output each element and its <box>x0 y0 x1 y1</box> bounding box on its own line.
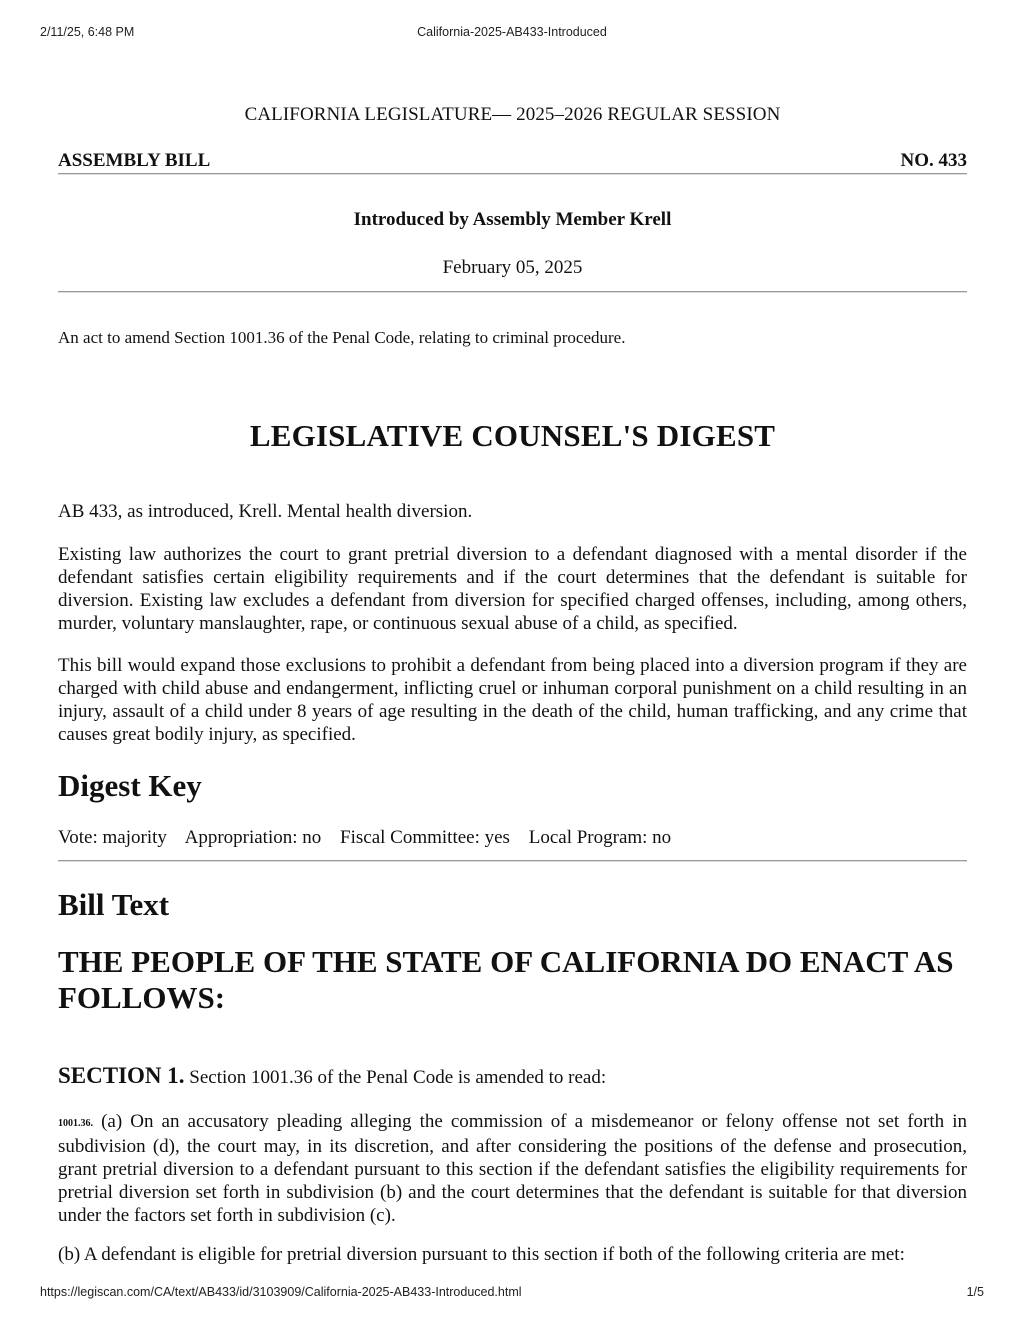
enacting-clause: THE PEOPLE OF THE STATE OF CALIFORNIA DO ENACT AS FOLLOWS: <box>58 944 954 1015</box>
bill-number: NO. 433 <box>900 150 967 171</box>
local-program-value: Local Program: no <box>528 827 672 848</box>
divider <box>58 291 967 293</box>
section-intro: Section 1001.36 of the Penal Code is amended to read: <box>189 1067 607 1088</box>
digest-heading: LEGISLATIVE COUNSEL'S DIGEST <box>249 418 776 453</box>
print-doc-title: California-2025-AB433-Introduced <box>417 25 607 39</box>
vote-value: Vote: majority <box>58 827 167 848</box>
bill-type: ASSEMBLY BILL <box>58 150 211 171</box>
fiscal-committee-value: Fiscal Committee: yes <box>340 827 510 848</box>
digest-key-values <box>58 827 967 849</box>
bill-text-heading: Bill Text <box>58 887 170 922</box>
section-1-header <box>58 1063 967 1089</box>
subdivision-a-text: (a) On an accusatory pleading alleging the commission of a misdemeanor or felony offense not set forth in subdivision (d), the court may, in its discretion, and after considering the positions of the defense and prosecution, grant pretrial diversion to a defendant pursuant to this section if the defendant satisfies the eligibility requirements for pretrial diversion set forth in subdivision (b) and the court determines that the defendant is suitable for that diversion under the factors set forth in subdivision (c). <box>58 1111 967 1226</box>
session-title: CALIFORNIA LEGISLATURE— 2025–2026 REGULAR SESSION <box>244 104 781 125</box>
digest-paragraph-this-bill: This bill would expand those exclusions to prohibit a defendant from being placed into a diversion program if they are charged with child abuse and endangerment, inflicting cruel or inhuman corporal punishment on a child resulting in an injury, assault of a child under 8 years of age resulting in the death of the child, human trafficking, and any crime that causes great bodily injury, as specified. <box>58 655 967 745</box>
subdivision-a <box>58 1110 967 1227</box>
subdivision-b: (b) A defendant is eligible for pretrial diversion pursuant to this section if both of the following criteria are met: <box>58 1244 905 1265</box>
digest-paragraph-existing-law: Existing law authorizes the court to grant pretrial diversion to a defendant diagnosed with a mental disorder if the defendant satisfies certain eligibility requirements and if the court determines that the defendant is suitable for diversion. Existing law excludes a defendant from diversion for specified charged offenses, including, among others, murder, voluntary manslaughter, rape, or continuous sexual abuse of a child, as specified. <box>58 544 967 634</box>
introduced-date: February 05, 2025 <box>442 257 583 278</box>
print-datetime: 2/11/25, 6:48 PM <box>40 25 135 39</box>
divider <box>58 173 967 175</box>
act-title: An act to amend Section 1001.36 of the Penal Code, relating to criminal procedure. <box>58 328 626 347</box>
digest-summary-line: AB 433, as introduced, Krell. Mental health diversion. <box>58 501 473 522</box>
bill-identifier-row <box>58 150 967 174</box>
code-section-number: 1001.36. <box>58 1118 93 1129</box>
digest-key-heading: Digest Key <box>58 768 202 803</box>
print-footer <box>40 1285 984 1301</box>
source-url-link[interactable]: https://legiscan.com/CA/text/AB433/id/3103909/California-2025-AB433-Introduced.html <box>40 1285 522 1299</box>
print-header <box>40 25 984 41</box>
introduced-by: Introduced by Assembly Member Krell <box>353 209 672 230</box>
section-label: SECTION 1. <box>58 1063 185 1088</box>
appropriation-value: Appropriation: no <box>184 827 322 848</box>
divider <box>58 860 967 862</box>
page-number: 1/5 <box>966 1285 984 1299</box>
